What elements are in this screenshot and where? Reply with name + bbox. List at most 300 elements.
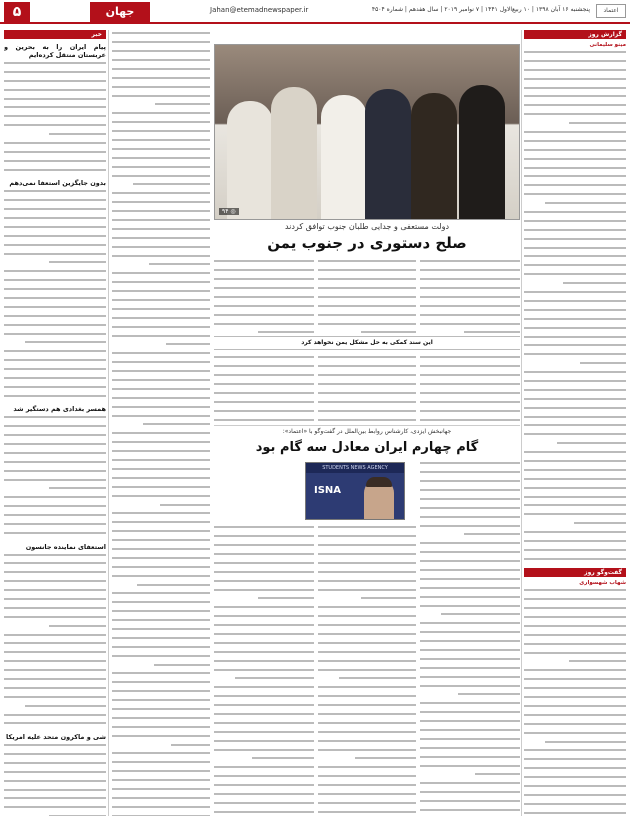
text-line xyxy=(112,681,210,688)
text-line xyxy=(524,803,626,810)
text-line xyxy=(524,433,626,440)
text-line xyxy=(318,615,416,622)
main-body-col-3 xyxy=(214,258,314,334)
text-line xyxy=(4,261,106,268)
left-headline-2[interactable]: بدون جایگزین استعفا نمی‌دهم xyxy=(9,179,106,188)
text-line xyxy=(112,512,210,519)
text-line xyxy=(318,793,416,800)
text-line xyxy=(4,62,106,69)
text-line xyxy=(524,247,626,254)
text-line xyxy=(112,441,210,448)
text-line xyxy=(4,226,106,233)
text-line xyxy=(214,356,314,363)
left-body-1 xyxy=(4,62,106,175)
text-line xyxy=(112,130,210,137)
text-line xyxy=(4,642,106,649)
text-line xyxy=(214,401,314,408)
text-line xyxy=(4,696,106,703)
text-line xyxy=(420,658,520,665)
text-line xyxy=(112,557,210,564)
column-rule xyxy=(108,30,109,816)
text-line xyxy=(112,308,210,315)
text-line xyxy=(112,423,210,430)
text-line xyxy=(420,365,520,372)
text-line xyxy=(4,562,106,569)
text-line xyxy=(4,71,106,78)
text-line xyxy=(214,260,314,267)
section-email[interactable]: Jahan@etemadnewspaper.ir xyxy=(210,6,309,14)
text-line xyxy=(420,314,520,321)
left-headline-1[interactable]: پیام ایران را به بحرین و عربستان منتقل کرده‌ایم xyxy=(4,43,106,59)
text-line xyxy=(524,794,626,801)
text-line xyxy=(112,95,210,102)
text-line xyxy=(4,190,106,197)
text-line xyxy=(524,309,626,316)
text-line xyxy=(112,610,210,617)
text-line xyxy=(318,526,416,533)
text-line xyxy=(4,789,106,796)
text-line xyxy=(4,452,106,459)
text-line xyxy=(4,571,106,578)
text-line xyxy=(112,41,210,48)
text-line xyxy=(112,59,210,66)
text-line xyxy=(524,175,626,182)
text-line xyxy=(420,498,520,505)
text-line xyxy=(112,219,210,226)
text-line xyxy=(214,331,314,334)
text-line xyxy=(318,331,416,334)
text-line xyxy=(214,775,314,782)
text-line xyxy=(524,389,626,396)
text-line xyxy=(4,651,106,658)
text-line xyxy=(4,98,106,105)
text-line xyxy=(524,69,626,76)
text-line xyxy=(4,80,106,87)
text-line xyxy=(524,327,626,334)
left-headline-4[interactable]: استعفای نماینده جانسون xyxy=(25,542,106,551)
text-line xyxy=(4,434,106,441)
text-line xyxy=(524,380,626,387)
text-line xyxy=(420,702,520,709)
second-body-col-1 xyxy=(420,460,520,816)
text-line xyxy=(420,685,520,692)
text-line xyxy=(214,597,314,604)
text-line xyxy=(112,521,210,528)
text-line xyxy=(420,356,520,363)
text-line xyxy=(112,228,210,235)
text-line xyxy=(214,766,314,773)
date-line: پنجشنبه ۱۶ آبان ۱۳۹۸ | ۱۰ ربیع‌الاول ۱۴۴۱ | ۷ نوامبر ۲۰۱۹ | سال هفدهم | شماره ۴۵۰۴ xyxy=(371,6,590,13)
text-line xyxy=(318,260,416,267)
text-line xyxy=(524,598,626,605)
text-line xyxy=(112,592,210,599)
story-divider xyxy=(214,425,520,426)
photo-figure xyxy=(411,93,457,219)
text-line xyxy=(214,562,314,569)
text-line xyxy=(112,237,210,244)
text-line xyxy=(524,238,626,245)
text-line xyxy=(420,392,520,399)
text-line xyxy=(524,767,626,774)
text-line xyxy=(4,487,106,494)
text-line xyxy=(524,167,626,174)
text-line xyxy=(4,744,106,751)
text-line xyxy=(112,299,210,306)
right-column-tag: گزارش روز xyxy=(524,30,626,39)
text-line xyxy=(112,726,210,733)
photo-credit-icon: ۹۴ ◎ xyxy=(219,208,239,215)
text-line xyxy=(112,717,210,724)
text-line xyxy=(4,443,106,450)
photo-figure xyxy=(321,95,367,219)
text-line xyxy=(112,388,210,395)
text-line xyxy=(214,287,314,294)
text-line xyxy=(214,589,314,596)
text-line xyxy=(524,460,626,467)
text-line xyxy=(524,732,626,739)
text-line xyxy=(524,660,626,667)
text-line xyxy=(112,397,210,404)
text-line xyxy=(112,628,210,635)
text-line xyxy=(214,802,314,809)
text-line xyxy=(112,86,210,93)
photo-hair xyxy=(366,477,392,487)
text-line xyxy=(4,341,106,348)
text-line xyxy=(524,616,626,623)
text-line xyxy=(112,112,210,119)
text-line xyxy=(112,343,210,350)
text-line xyxy=(112,379,210,386)
text-line xyxy=(4,470,106,477)
right-body-1 xyxy=(524,51,626,564)
main-photo xyxy=(214,44,520,220)
text-line xyxy=(112,637,210,644)
right-column-byline-2: شهاب شهسواری xyxy=(579,580,626,587)
text-line xyxy=(524,344,626,351)
text-line xyxy=(318,766,416,773)
text-line xyxy=(420,649,520,656)
text-line xyxy=(318,269,416,276)
text-line xyxy=(214,615,314,622)
text-line xyxy=(4,253,106,260)
text-line xyxy=(420,747,520,754)
text-line xyxy=(112,148,210,155)
text-line xyxy=(112,157,210,164)
text-line xyxy=(524,589,626,596)
text-line xyxy=(112,566,210,573)
text-line xyxy=(524,549,626,556)
text-line xyxy=(318,374,416,381)
left-headline-5[interactable]: شی و ماکرون متحد علیه امریکا xyxy=(6,733,106,742)
text-line xyxy=(214,535,314,542)
text-line xyxy=(214,722,314,729)
text-line xyxy=(524,513,626,520)
text-line xyxy=(420,410,520,417)
right-body-2 xyxy=(524,589,626,816)
right-column-tag-2: گفت‌وگو روز xyxy=(524,568,626,577)
text-line xyxy=(214,651,314,658)
text-line xyxy=(4,806,106,813)
text-line xyxy=(112,601,210,608)
text-line xyxy=(524,95,626,102)
text-line xyxy=(4,687,106,694)
text-line xyxy=(112,744,210,751)
text-line xyxy=(318,323,416,330)
text-line xyxy=(112,575,210,582)
text-line xyxy=(4,416,106,423)
isna-logo: ISNA xyxy=(314,485,342,496)
text-line xyxy=(214,793,314,800)
text-line xyxy=(524,478,626,485)
text-line xyxy=(524,487,626,494)
text-line xyxy=(112,548,210,555)
text-line xyxy=(420,587,520,594)
text-line xyxy=(524,51,626,58)
text-line xyxy=(4,753,106,760)
main-story-title[interactable]: صلح دستوری در جنوب یمن xyxy=(267,234,467,252)
text-line xyxy=(112,752,210,759)
text-line xyxy=(318,811,416,816)
text-line xyxy=(420,374,520,381)
text-line xyxy=(214,704,314,711)
text-line xyxy=(112,352,210,359)
text-line xyxy=(420,756,520,763)
text-line xyxy=(214,544,314,551)
newspaper-logo: اعتماد xyxy=(596,4,626,18)
text-line xyxy=(318,642,416,649)
text-line xyxy=(112,139,210,146)
text-line xyxy=(4,634,106,641)
text-line xyxy=(4,89,106,96)
text-line xyxy=(420,507,520,514)
text-line xyxy=(4,425,106,432)
text-line xyxy=(420,800,520,807)
text-line xyxy=(318,401,416,408)
text-line xyxy=(112,459,210,466)
text-line xyxy=(318,553,416,560)
text-line xyxy=(112,335,210,342)
text-line xyxy=(4,306,106,313)
text-line xyxy=(4,496,106,503)
text-line xyxy=(318,287,416,294)
text-line xyxy=(4,660,106,667)
text-line xyxy=(4,815,106,816)
text-line xyxy=(4,625,106,632)
text-line xyxy=(4,199,106,206)
text-line xyxy=(420,480,520,487)
photo-figure xyxy=(271,87,317,219)
page-number: ۵ xyxy=(4,2,30,22)
text-line xyxy=(524,625,626,632)
text-line xyxy=(4,505,106,512)
text-line xyxy=(4,151,106,158)
text-line xyxy=(112,450,210,457)
text-line xyxy=(524,264,626,271)
text-line xyxy=(420,720,520,727)
text-line xyxy=(420,525,520,532)
text-line xyxy=(4,554,106,561)
text-line xyxy=(112,690,210,697)
photo-figure xyxy=(459,85,505,219)
text-line xyxy=(524,122,626,129)
text-line xyxy=(4,395,106,402)
text-line xyxy=(524,291,626,298)
text-line xyxy=(112,468,210,475)
text-line xyxy=(4,124,106,131)
left-body-5 xyxy=(4,744,106,816)
text-line xyxy=(524,785,626,792)
text-line xyxy=(112,539,210,546)
text-line xyxy=(4,722,106,729)
text-line xyxy=(214,305,314,312)
text-line xyxy=(4,142,106,149)
text-line xyxy=(112,166,210,173)
text-line xyxy=(4,377,106,384)
text-line xyxy=(524,424,626,431)
text-line xyxy=(112,415,210,422)
text-line xyxy=(4,479,106,486)
text-line xyxy=(214,633,314,640)
text-line xyxy=(214,686,314,693)
text-line xyxy=(524,634,626,641)
text-line xyxy=(318,296,416,303)
text-line xyxy=(420,331,520,334)
text-line xyxy=(524,607,626,614)
text-line xyxy=(420,471,520,478)
text-line xyxy=(318,535,416,542)
text-line xyxy=(4,350,106,357)
text-line xyxy=(4,669,106,676)
text-line xyxy=(214,410,314,417)
text-line xyxy=(420,383,520,390)
text-line xyxy=(420,809,520,816)
text-line xyxy=(524,371,626,378)
text-line xyxy=(4,208,106,215)
text-line xyxy=(524,522,626,529)
text-line xyxy=(420,489,520,496)
text-line xyxy=(112,370,210,377)
text-line xyxy=(4,115,106,122)
main-body-col-2 xyxy=(318,258,416,334)
text-line xyxy=(420,693,520,700)
text-line xyxy=(214,374,314,381)
text-line xyxy=(318,606,416,613)
text-line xyxy=(214,695,314,702)
text-line xyxy=(524,669,626,676)
text-line xyxy=(112,584,210,591)
text-line xyxy=(4,279,106,286)
text-line xyxy=(4,714,106,721)
text-line xyxy=(318,597,416,604)
left-headline-3[interactable]: همسر بغدادی هم دستگیر شد xyxy=(13,405,106,414)
text-line xyxy=(524,643,626,650)
text-line xyxy=(524,741,626,748)
second-body-col-2 xyxy=(318,524,416,816)
text-line xyxy=(318,660,416,667)
text-line xyxy=(112,255,210,262)
text-line xyxy=(112,672,210,679)
text-line xyxy=(524,469,626,476)
section-label[interactable]: جهان xyxy=(90,2,150,22)
text-line xyxy=(524,140,626,147)
text-line xyxy=(318,314,416,321)
text-line xyxy=(4,580,106,587)
text-line xyxy=(112,735,210,742)
text-line xyxy=(112,406,210,413)
text-line xyxy=(318,802,416,809)
second-story-title[interactable]: گام چهارم ایران معادل سه گام بود xyxy=(255,440,479,455)
text-line xyxy=(420,323,520,330)
text-line xyxy=(4,333,106,340)
text-line xyxy=(420,605,520,612)
text-line xyxy=(524,531,626,538)
text-line xyxy=(318,365,416,372)
text-line xyxy=(4,244,106,251)
isna-band: STUDENTS NEWS AGENCY xyxy=(306,463,404,473)
text-line xyxy=(524,696,626,703)
text-line xyxy=(214,323,314,330)
right-column xyxy=(524,30,626,816)
text-line xyxy=(112,495,210,502)
main-story-kicker: دولت مستعفی و جدایی طلبان جنوب توافق کردند xyxy=(284,222,450,231)
text-line xyxy=(318,749,416,756)
text-line xyxy=(112,32,210,39)
text-line xyxy=(4,598,106,605)
text-line xyxy=(420,782,520,789)
text-line xyxy=(524,87,626,94)
main-body-col-5 xyxy=(318,354,416,426)
text-line xyxy=(112,210,210,217)
text-line xyxy=(524,104,626,111)
text-line xyxy=(420,305,520,312)
text-line xyxy=(524,678,626,685)
text-line xyxy=(214,642,314,649)
text-line xyxy=(420,738,520,745)
text-line xyxy=(524,812,626,816)
text-line xyxy=(318,775,416,782)
text-line xyxy=(420,560,520,567)
text-line xyxy=(524,229,626,236)
text-line xyxy=(524,714,626,721)
interviewee-photo xyxy=(305,462,405,520)
text-line xyxy=(524,282,626,289)
text-line xyxy=(112,192,210,199)
text-line xyxy=(214,553,314,560)
text-line xyxy=(4,235,106,242)
text-line xyxy=(318,722,416,729)
text-line xyxy=(318,383,416,390)
text-line xyxy=(112,708,210,715)
text-line xyxy=(214,669,314,676)
text-line xyxy=(420,773,520,780)
text-line xyxy=(318,278,416,285)
text-line xyxy=(524,273,626,280)
text-line xyxy=(214,296,314,303)
text-line xyxy=(420,462,520,469)
left-column-tag: خبر xyxy=(4,30,106,39)
text-line xyxy=(524,202,626,209)
text-line xyxy=(214,740,314,747)
text-line xyxy=(214,606,314,613)
text-line xyxy=(524,652,626,659)
text-line xyxy=(112,175,210,182)
text-line xyxy=(420,296,520,303)
text-line xyxy=(318,580,416,587)
text-line xyxy=(112,432,210,439)
text-line xyxy=(318,562,416,569)
text-line xyxy=(214,749,314,756)
left-column xyxy=(4,30,106,816)
